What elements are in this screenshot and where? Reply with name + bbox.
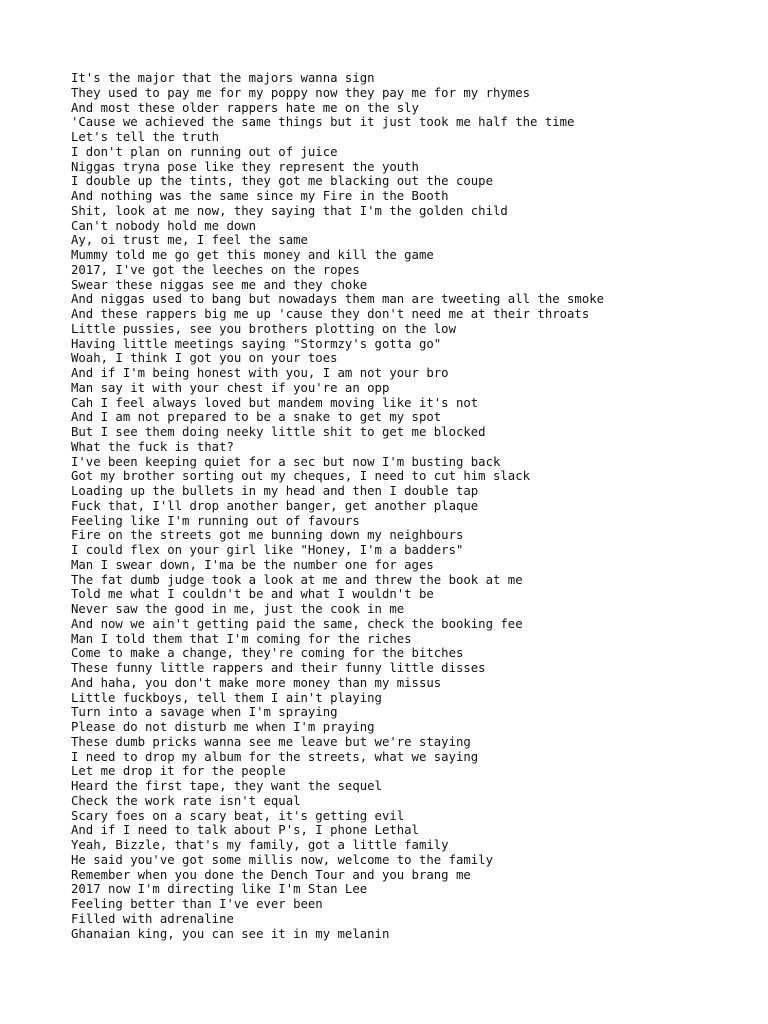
lyric-line: He said you've got some millis now, welcome to the family [71,852,493,867]
lyric-line: Let me drop it for the people [71,764,286,779]
lyric-line: Come to make a change, they're coming for the bitches [71,646,464,661]
lyric-line: And these rappers big me up 'cause they don't need me at their throats [71,307,590,321]
lyric-line: I don't plan on running out of juice [71,144,338,159]
lyric-line: And haha, you don't make more money than my missus [71,675,442,690]
lyric-line: Little fuckboys, tell them I ain't playing [71,690,382,705]
lyric-line: Fire on the streets got me bunning down my neighbours [71,528,464,543]
lyric-line: Woah, I think I got you on your toes [71,351,338,366]
lyric-line: Remember when you done the Dench Tour and you brang me [71,867,471,882]
lyric-line: Having little meetings saying "Stormzy's gotta go" [71,336,442,351]
lyric-line: Feeling like I'm running out of favours [71,513,360,528]
lyric-line: Mummy told me go get this money and kill the game [71,248,434,262]
lyric-line: Told me what I couldn't be and what I wouldn't be [71,587,434,602]
lyric-line: And nothing was the same since my Fire in the Booth [71,189,449,203]
lyric-line: These funny little rappers and their funny little disses [71,661,486,675]
lyric-line: And most these older rappers hate me on the sly [71,100,419,115]
lyric-line: I could flex on your girl like "Honey, I'm a badders" [71,543,464,557]
lyric-line: Check the work rate isn't equal [71,793,301,808]
lyric-line: Let's tell the truth [71,130,220,144]
lyric-line: Man I swear down, I'ma be the number one for ages [71,557,434,572]
lyric-line: Little pussies, see you brothers plotting on the low [71,321,456,336]
lyric-line: And if I need to talk about P's, I phone Lethal [71,823,419,838]
lyric-line: I've been keeping quiet for a sec but now I'm busting back [71,454,501,469]
lyric-line: Never saw the good in me, just the cook in me [71,602,405,616]
lyric-line: I need to drop my album for the streets, what we saying [71,749,479,764]
lyric-line: 'Cause we achieved the same things but it just took me half the time [71,115,575,130]
lyric-line: Please do not disturb me when I'm praying [71,720,375,734]
lyric-line: Man say it with your chest if you're an opp [71,380,390,395]
lyric-line: These dumb pricks wanna see me leave but we're staying [71,734,471,749]
lyric-line: But I see them doing neeky little shit to get me blocked [71,425,486,439]
lyric-line: Niggas tryna pose like they represent the youth [71,159,419,174]
lyric-line: Man I told them that I'm coming for the riches [71,631,412,646]
lyric-line: Ay, oi trust me, I feel the same [71,233,308,248]
lyric-line: Ghanaian king, you can see it in my melanin [71,926,390,941]
lyric-line: And if I'm being honest with you, I am not your bro [71,366,449,380]
lyric-line: The fat dumb judge took a look at me and threw the book at me [71,572,523,587]
lyric-line: Swear these niggas see me and they choke [71,277,368,292]
lyrics-text-block [71,71,604,941]
lyric-line: And niggas used to bang but nowadays them man are tweeting all the smoke [71,292,605,307]
lyric-line: Heard the first tape, they want the sequel [71,779,382,793]
lyric-line: It's the major that the majors wanna sign [71,71,375,85]
lyric-line: I double up the tints, they got me blacking out the coupe [71,174,493,189]
lyric-line: Shit, look at me now, they saying that I'm the golden child [71,203,508,218]
lyric-line: Feeling better than I've ever been [71,897,323,911]
lyric-line: They used to pay me for my poppy now they pay me for my rhymes [71,85,531,100]
lyric-line: 2017, I've got the leeches on the ropes [71,262,360,277]
lyric-line: Turn into a savage when I'm spraying [71,705,338,720]
lyric-line: Scary foes on a scary beat, it's getting evil [71,808,405,823]
lyric-line: And I am not prepared to be a snake to get my spot [71,410,442,425]
lyric-line: And now we ain't getting paid the same, check the booking fee [71,616,523,631]
lyric-line: Cah I feel always loved but mandem moving like it's not [71,395,479,410]
lyric-line: 2017 now I'm directing like I'm Stan Lee [71,882,368,897]
lyric-line: What the fuck is that? [71,439,234,454]
lyric-line: Yeah, Bizzle, that's my family, got a little family [71,838,449,852]
lyric-line: Got my brother sorting out my cheques, I need to cut him slack [71,469,531,484]
lyric-line: Can't nobody hold me down [71,218,257,233]
lyric-line: Loading up the bullets in my head and then I double tap [71,484,479,498]
lyric-line: Filled with adrenaline [71,911,234,926]
lyric-line: Fuck that, I'll drop another banger, get another plaque [71,498,479,513]
